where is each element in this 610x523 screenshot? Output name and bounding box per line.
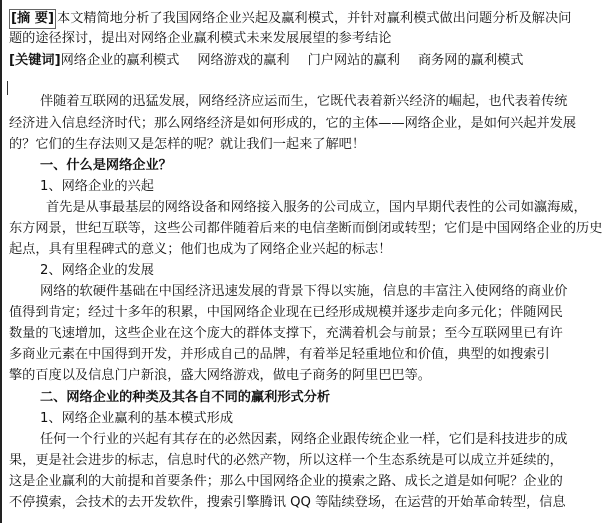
abstract-text-1: 本文精简地分析了我国网络企业兴起及赢利模式，并针对赢利模式做出问题分析及解决问 [57, 11, 572, 26]
intro-line-3: 的？它们的生存法则又是怎样的呢？就让我们一起来了解吧！ [9, 137, 366, 152]
keywords-line [9, 52, 609, 70]
keyword-3: 门户网站的赢利 [307, 53, 400, 68]
section-1-sub-1-heading: 1、网络企业的兴起 [40, 179, 154, 194]
keyword-4: 商务网的赢利模式 [417, 53, 524, 68]
section-2-sub-1-line-2: 果，更是社会进步的标志，信息时代的必然产物，所以这样一个生态系统是可以成立并延续的， [9, 453, 563, 468]
section-1-sub-2-line-2: 值得到肯定；经过十多年的积累，中国网络企业现在已经形成规模并逐步走向多元化；伴随网民 [9, 305, 563, 320]
section-2-heading: 二、网络企业的种类及其各自不同的赢利形式分析 [40, 390, 331, 405]
abstract-line-1 [9, 9, 609, 29]
keyword-2: 网络游戏的赢利 [197, 53, 290, 68]
section-2-sub-1-line-3: 这是企业赢利的大前提和首要条件；那么中国网络企业的摸索之路、成长之道是如何呢？企业的 [9, 474, 563, 489]
section-1-sub-1-line-1: 首先是从事最基层的网络设备和网络接入服务的公司成立，国内早期代表性的公司如瀛海威， [46, 200, 587, 215]
section-2-sub-1-line-4: 不停摸索，会技术的去开发软件，搜索引擎腾讯 QQ 等陆续登场，在运营的开始革命转型，信息 [9, 495, 566, 510]
section-1-sub-1-line-3: 起点，具有里程碑式的意义；他们也成为了网络企业兴起的标志！ [9, 242, 392, 257]
section-1-sub-2-line-5: 擎的百度以及信息门户新浪，盛大网络游戏，做电子商务的阿里巴巴等。 [9, 368, 431, 383]
text-cursor [7, 81, 8, 95]
keyword-1: 网络企业的赢利模式 [60, 53, 180, 68]
intro-line-1: 伴随着互联网的迅猛发展，网络经济应运而生，它既代表着新兴经济的崛起，也代表着传统 [40, 94, 568, 109]
keywords-tag: [关键词] [9, 53, 61, 68]
section-2-sub-1-heading: 1、网络企业赢利的基本模式形成 [40, 411, 234, 426]
intro-line-2: 经济进入信息经济时代；那么网络经济是如何形成的，它的主体——网络企业，是如何兴起并发展 [9, 116, 577, 131]
section-1-sub-2-line-1: 网络的软硬件基础在中国经济迅速发展的背景下得以实施，信息的丰富注入使网络的商业价 [40, 284, 568, 299]
section-1-sub-2-heading: 2、网络企业的发展 [40, 263, 154, 278]
section-2-sub-1-line-1: 任何一个行业的兴起有其存在的必然因素，网络企业跟传统企业一样，它们是科技进步的成 [40, 432, 568, 447]
abstract-text-2: 题的途径探讨，提出对网络企业赢利模式未来发展展望的参考结论 [9, 31, 392, 46]
section-1-sub-1-line-2: 东方网景，世纪互联等，这些公司都伴随着后来的电信垄断而倒闭或转型；它们是中国网络企业的历史 [9, 221, 603, 236]
abstract-tag: [摘 要] [9, 9, 56, 29]
section-1-sub-2-line-4: 多商业元素在中国得到开发，并形成自己的品牌，有着举足轻重地位和价值，典型的如搜索引 [9, 347, 550, 362]
section-1-heading: 一、什么是网络企业？ [40, 158, 172, 173]
section-1-sub-2-line-3: 数量的飞速增加，这些企业在这个庞大的群体支撑下，充满着机会与前景；至今互联网里已有许 [9, 326, 563, 341]
